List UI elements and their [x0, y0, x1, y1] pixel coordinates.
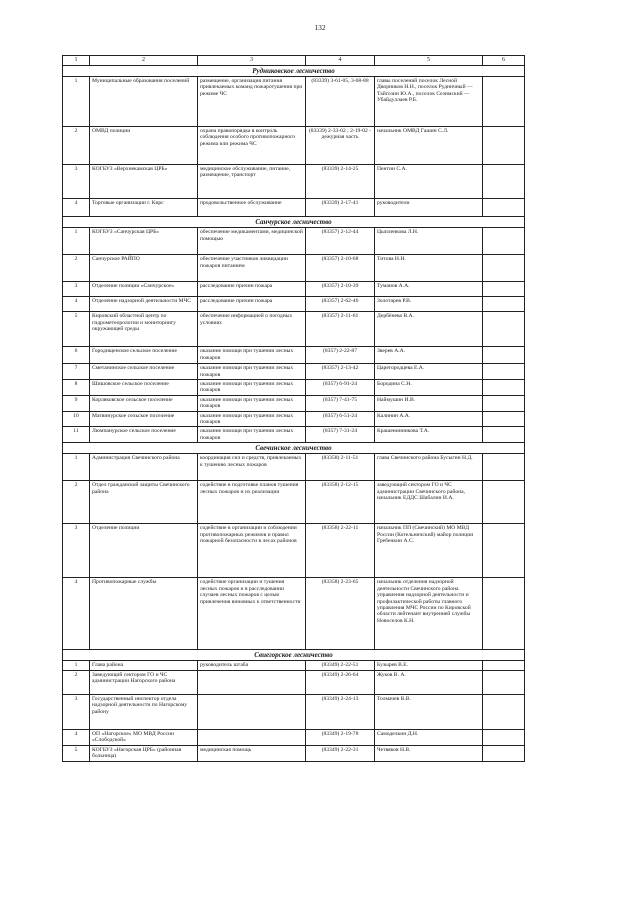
section-title-row — [63, 217, 525, 228]
responsible-person-cell: Толмачев В.В. — [375, 694, 483, 729]
responsible-person-cell: Зверев А.А. — [375, 347, 483, 364]
phone-cell: (83349) 2-22-51 — [306, 661, 375, 670]
notes-cell — [483, 255, 525, 282]
task-cell: расследование причин пожара — [198, 297, 306, 312]
responsible-person-cell: заведующий сектором ГО и ЧС администрации Свечинского района, начальник ЕДДС Шабалин И.А. — [375, 481, 483, 524]
organization-cell: Заведующий сектором ГО и ЧС администрации Нагорского района — [90, 670, 198, 694]
table-row — [63, 228, 525, 255]
row-number-cell: 2 — [63, 255, 90, 282]
responsible-person-cell: Бузырев В.Е. — [375, 661, 483, 670]
row-number-cell: 7 — [63, 364, 90, 380]
table-row — [63, 77, 525, 127]
organization-cell: ОП «Нагорское» МО МВД России «Слободской» — [90, 729, 198, 745]
table-row — [63, 379, 525, 395]
notes-cell — [483, 347, 525, 364]
row-number-cell: 11 — [63, 427, 90, 443]
responsible-person-cell: Наймушин И.В. — [375, 395, 483, 411]
task-cell — [198, 729, 306, 745]
table-row — [63, 297, 525, 312]
task-cell: содействие организации и тушения лесных пожаров и в расследовании случаев лесных пожаров с целью привлечения виновных к ответственности — [198, 578, 306, 650]
phone-cell: (8357) 2-22-87 — [306, 347, 375, 364]
responsible-person-cell: Калинин А.А. — [375, 411, 483, 427]
organization-cell: Корляковское сельское поселение — [90, 395, 198, 411]
task-cell: медицинская помощь — [198, 745, 306, 761]
table-row — [63, 670, 525, 694]
organization-cell: КОГБУЗ «Санчурская ЦРБ» — [90, 228, 198, 255]
row-number-cell: 6 — [63, 347, 90, 364]
task-cell: расследование причин пожара — [198, 282, 306, 297]
organization-cell: Матвинурское сельское поселение — [90, 411, 198, 427]
row-number-cell: 4 — [63, 297, 90, 312]
notes-cell — [483, 745, 525, 761]
section-title-row — [63, 443, 525, 454]
responsible-person-cell: Четвяков Н.В. — [375, 745, 483, 761]
notes-cell — [483, 165, 525, 199]
organization-cell: Городищенское сельское поселение — [90, 347, 198, 364]
table-row — [63, 165, 525, 199]
notes-cell — [483, 395, 525, 411]
notes-cell — [483, 312, 525, 347]
task-cell: продовольственное обслуживание — [198, 199, 306, 217]
organization-cell: Отделение надзорной деятельности МЧС — [90, 297, 198, 312]
task-cell: содействие в подготовке планов тушения лесных пожаров и их реализации — [198, 481, 306, 524]
table-row — [63, 729, 525, 745]
phone-cell: (83357) 2-62-46 — [306, 297, 375, 312]
table-row — [63, 127, 525, 165]
phone-cell: (83357) 2-13-42 — [306, 364, 375, 380]
notes-cell — [483, 379, 525, 395]
responsible-person-cell: начальник отделения надзорной деятельности Свечинского района управления надзорной деятельности и профилактической работы главного управления МЧС России по Кировской области лейтенант внутренней службы Новоселов К.Н. — [375, 578, 483, 650]
organization-cell: КОГБУЗ «Нагорская ЦРБ» (районная больница) — [90, 745, 198, 761]
organization-cell: Отделение полиции «Санчурское» — [90, 282, 198, 297]
task-cell: оказание помощи при тушении лесных пожаров — [198, 347, 306, 364]
table-row — [63, 578, 525, 650]
row-number-cell: 1 — [63, 661, 90, 670]
table-row — [63, 312, 525, 347]
notes-cell — [483, 661, 525, 670]
organization-cell: Государственный инспектор отдела надзорной деятельности по Нагорскому району — [90, 694, 198, 729]
header-cell: 1 — [63, 56, 90, 66]
notes-cell — [483, 670, 525, 694]
table-row — [63, 199, 525, 217]
notes-cell — [483, 524, 525, 578]
organization-cell: Кировский областной центр по гидрометеорологии и мониторингу окружающей среды — [90, 312, 198, 347]
organization-cell: Глава района — [90, 661, 198, 670]
notes-cell — [483, 297, 525, 312]
responsible-person-cell: Цыпленкова Л.Н. — [375, 228, 483, 255]
responsible-person-cell: Туманов А.А. — [375, 282, 483, 297]
task-cell: размещение, организация питания привлекаемых команд пожаротушения при режиме ЧС — [198, 77, 306, 127]
organization-cell: ОМВД полиции — [90, 127, 198, 165]
responsible-person-cell: Дербёнева В.А. — [375, 312, 483, 347]
table-row — [63, 427, 525, 443]
header-cell: 5 — [375, 56, 483, 66]
resource-table — [62, 55, 525, 762]
task-cell: оказание помощи при тушении лесных пожаров — [198, 395, 306, 411]
row-number-cell: 2 — [63, 127, 90, 165]
phone-cell: (8357) 7-41-75 — [306, 395, 375, 411]
phone-cell: (83357) 2-11-61 — [306, 312, 375, 347]
table-row — [63, 454, 525, 481]
notes-cell — [483, 127, 525, 165]
responsible-person-cell: Бородина С.Н. — [375, 379, 483, 395]
notes-cell — [483, 228, 525, 255]
row-number-cell: 3 — [63, 282, 90, 297]
phone-cell: (83358) 2-22-11 — [306, 524, 375, 578]
notes-cell — [483, 427, 525, 443]
row-number-cell: 8 — [63, 379, 90, 395]
table-row — [63, 411, 525, 427]
table-row — [63, 481, 525, 524]
responsible-person-cell: руководители — [375, 199, 483, 217]
table-row — [63, 395, 525, 411]
notes-cell — [483, 199, 525, 217]
responsible-person-cell: Титова Н.Н. — [375, 255, 483, 282]
phone-cell: (83339) 3-61-05, 3-68-88 — [306, 77, 375, 127]
notes-cell — [483, 454, 525, 481]
phone-cell: (83339) 2-14-25 — [306, 165, 375, 199]
responsible-person-cell: Золотарев Р.В. — [375, 297, 483, 312]
phone-cell: (8357) 6-51-24 — [306, 411, 375, 427]
table-row — [63, 745, 525, 761]
organization-cell: Отдел гражданской защиты Свечинского района — [90, 481, 198, 524]
table-row — [63, 282, 525, 297]
organization-cell: Муниципальные образования поселений — [90, 77, 198, 127]
phone-cell: (8357) 7-31-24 — [306, 427, 375, 443]
header-cell: 2 — [90, 56, 198, 66]
row-number-cell: 1 — [63, 228, 90, 255]
row-number-cell: 1 — [63, 454, 90, 481]
header-cell: 3 — [198, 56, 306, 66]
organization-cell: Противопожарные службы — [90, 578, 198, 650]
task-cell: оказание помощи при тушении лесных пожаров — [198, 379, 306, 395]
row-number-cell: 5 — [63, 312, 90, 347]
row-number-cell: 3 — [63, 165, 90, 199]
notes-cell — [483, 729, 525, 745]
table-header-row — [63, 56, 525, 66]
table-row — [63, 661, 525, 670]
phone-cell: (83349) 2-19-78 — [306, 729, 375, 745]
task-cell: охрана правопорядка в контроль соблюдения особого противопожарного режима или режима ЧС — [198, 127, 306, 165]
responsible-person-cell: Жуков В. А. — [375, 670, 483, 694]
phone-cell: (8357) 6-91-24 — [306, 379, 375, 395]
task-cell: медицинское обслуживание, питание, размещение, транспорт — [198, 165, 306, 199]
notes-cell — [483, 411, 525, 427]
organization-cell: Шишовское сельское поселение — [90, 379, 198, 395]
organization-cell: Сметанинское сельское поселение — [90, 364, 198, 380]
responsible-person-cell: Пентин С.А. — [375, 165, 483, 199]
notes-cell — [483, 578, 525, 650]
task-cell: оказание помощи при тушении лесных пожаров — [198, 411, 306, 427]
row-number-cell: 4 — [63, 729, 90, 745]
responsible-person-cell: глава Свечинского района Бусыгин Н.Д. — [375, 454, 483, 481]
organization-cell: Санчурское РАЙПО — [90, 255, 198, 282]
section-title-row — [63, 650, 525, 661]
organization-cell: Отделение полиции — [90, 524, 198, 578]
notes-cell — [483, 282, 525, 297]
responsible-person-cell: главы поселений поселок Лесной Дворников Н.Н., поселок Рудничный — Тайгозин Ю.А., поселок Сезимский — Убайдуллаев Р.Б. — [375, 77, 483, 127]
table-row — [63, 364, 525, 380]
row-number-cell: 1 — [63, 77, 90, 127]
organization-cell: Администрация Свечинского района — [90, 454, 198, 481]
row-number-cell: 3 — [63, 524, 90, 578]
table-row — [63, 255, 525, 282]
organization-cell: Люмпанурское сельское поселение — [90, 427, 198, 443]
phone-cell: (83358) 2-23-65 — [306, 578, 375, 650]
phone-cell: (83349) 2-22-31 — [306, 745, 375, 761]
phone-cell: (83339) 2-33-02 ; 2-19-02 - дежурная часть — [306, 127, 375, 165]
section-title: Свиегорское лесничество — [63, 650, 525, 661]
organization-cell: Торговые организации г. Кирс — [90, 199, 198, 217]
task-cell: обеспечение участников ликвидации пожаров питанием — [198, 255, 306, 282]
organization-cell: КОГБУЗ «Верхнекамская ЦРБ» — [90, 165, 198, 199]
row-number-cell: 5 — [63, 745, 90, 761]
notes-cell — [483, 481, 525, 524]
responsible-person-cell: начальник ПП (Свечинский) МО МВД России (Котельничский) майор полиции Гребенкин А.С. — [375, 524, 483, 578]
row-number-cell: 3 — [63, 694, 90, 729]
phone-cell: (83357) 2-10-68 — [306, 255, 375, 282]
responsible-person-cell: Крашенинникова Т.А. — [375, 427, 483, 443]
responsible-person-cell: начальник ОМВД Гашин С.Л. — [375, 127, 483, 165]
table-row — [63, 694, 525, 729]
row-number-cell: 2 — [63, 481, 90, 524]
notes-cell — [483, 694, 525, 729]
responsible-person-cell: Самоделкин Д.Н. — [375, 729, 483, 745]
task-cell — [198, 694, 306, 729]
row-number-cell: 9 — [63, 395, 90, 411]
row-number-cell: 4 — [63, 199, 90, 217]
table-row — [63, 524, 525, 578]
task-cell: оказание помощи при тушении лесных пожаров — [198, 364, 306, 380]
header-cell: 4 — [306, 56, 375, 66]
row-number-cell: 4 — [63, 578, 90, 650]
row-number-cell: 2 — [63, 670, 90, 694]
task-cell: координация сил и средств, привлекаемых к тушению лесных пожаров — [198, 454, 306, 481]
section-title: Свечинское лесничество — [63, 443, 525, 454]
task-cell: оказание помощи при тушении лесных пожаров — [198, 427, 306, 443]
page-number: 132 — [314, 23, 326, 32]
header-cell: 6 — [483, 56, 525, 66]
task-cell: обеспечение информацией о погодных условиях — [198, 312, 306, 347]
phone-cell: (83357) 2-12-44 — [306, 228, 375, 255]
section-title: Рудниковское лесничество — [63, 66, 525, 77]
phone-cell: (83349) 2-26-64 — [306, 670, 375, 694]
phone-cell: (83339) 2-17-41 — [306, 199, 375, 217]
table-row — [63, 347, 525, 364]
row-number-cell: 10 — [63, 411, 90, 427]
notes-cell — [483, 364, 525, 380]
phone-cell: (83349) 2-24-13 — [306, 694, 375, 729]
phone-cell: (83358) 2-12-15 — [306, 481, 375, 524]
phone-cell: (83357) 2-10-39 — [306, 282, 375, 297]
section-title-row — [63, 66, 525, 77]
task-cell: содействие в организации и соблюдении противопожарных режимов и правил пожарной безопасности в лесах районов — [198, 524, 306, 578]
task-cell — [198, 670, 306, 694]
phone-cell: (83358) 2-11-51 — [306, 454, 375, 481]
notes-cell — [483, 77, 525, 127]
task-cell: обеспечение медикаментами, медицинской помощью — [198, 228, 306, 255]
section-title: Санчурское лесничество — [63, 217, 525, 228]
task-cell: руководитель штаба — [198, 661, 306, 670]
responsible-person-cell: Царегородцева Е.А. — [375, 364, 483, 380]
